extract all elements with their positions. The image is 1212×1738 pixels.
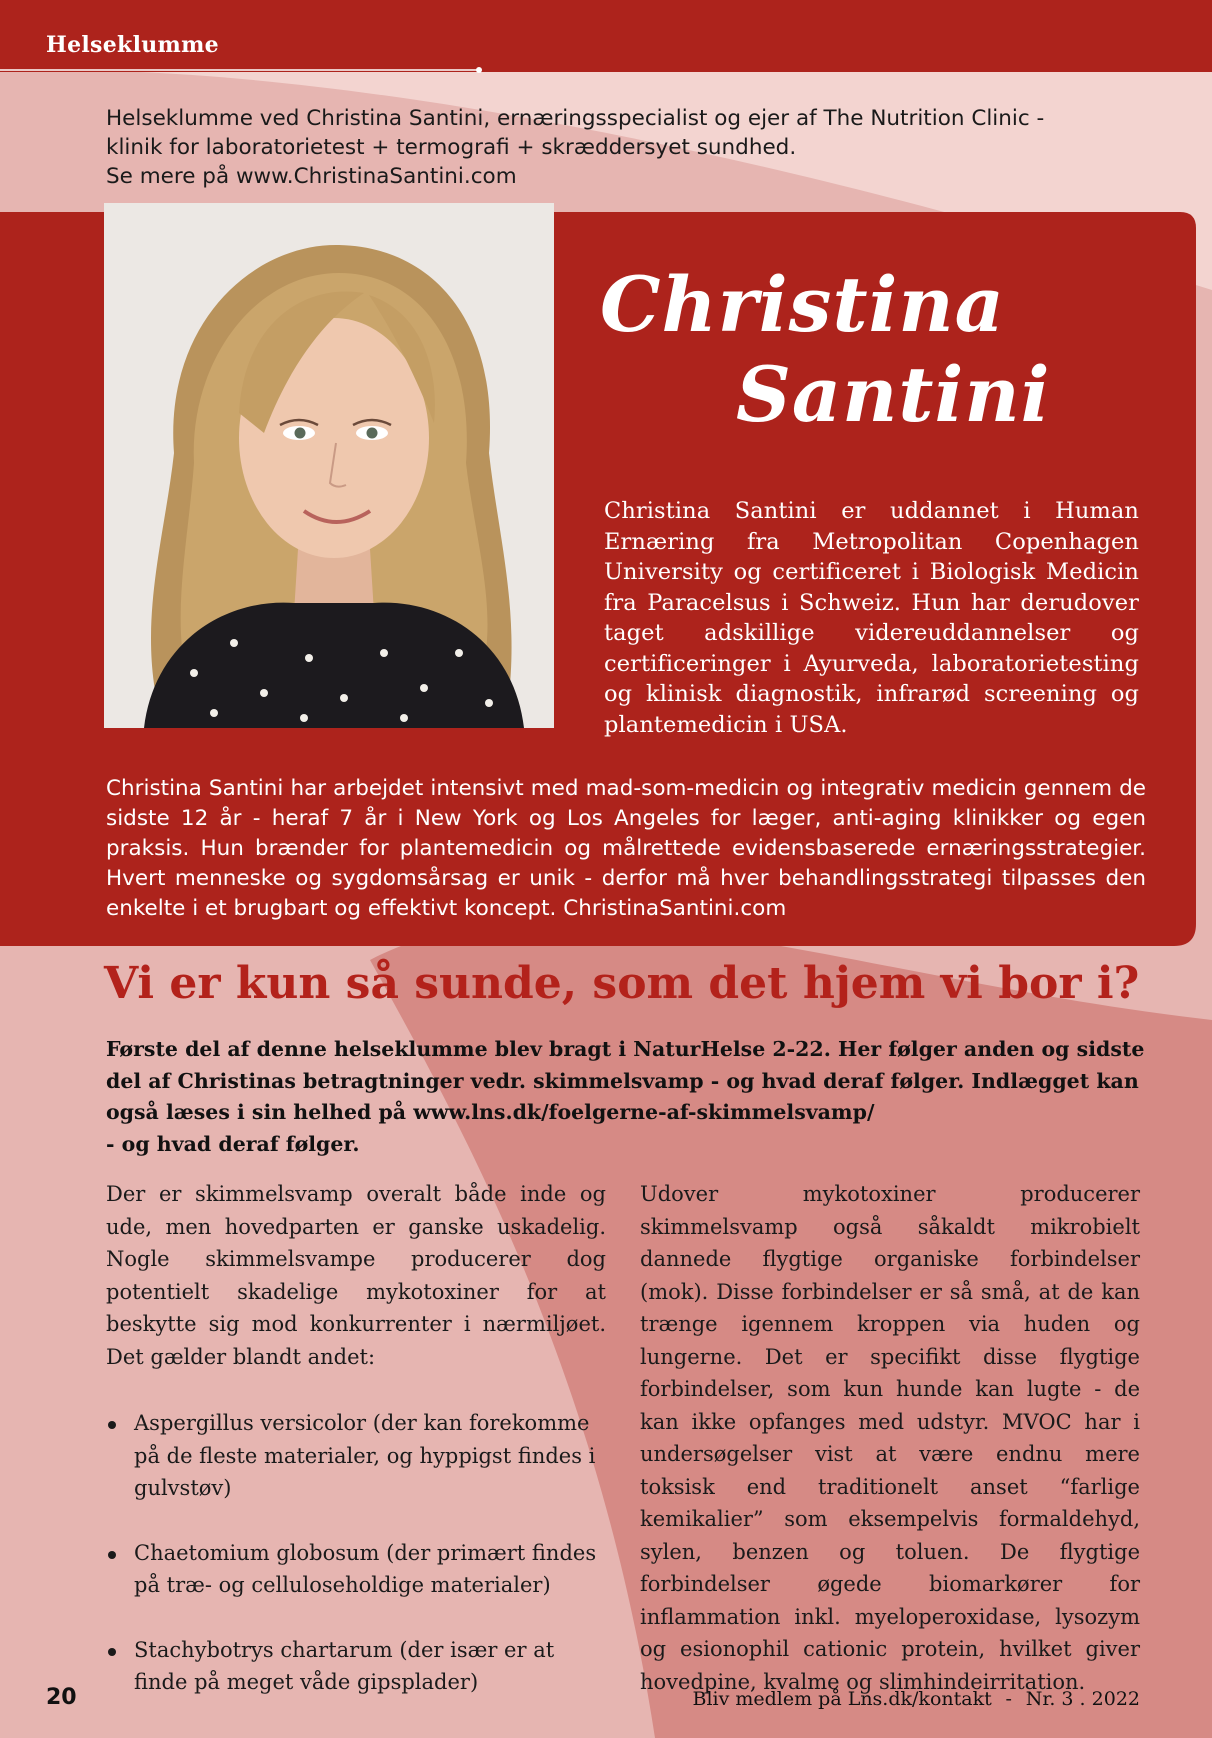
column-intro — [106, 104, 1106, 191]
body-paragraph: Der er skimmelsvamp overalt både inde og ude, men hovedparten er ganske uskadelig. Nogle skimmelsvampe producerer dog potentielt skadelige mykotoxiner for at beskytte sig mod konkurrenter i nærmiljøet. Det gælder blandt andet: — [106, 1182, 606, 1369]
page-number: 20 — [46, 1685, 77, 1710]
author-bio-education: Christina Santini er uddannet i Human Ernæring fra Metropolitan Copenhagen University og certificeret i Biologisk Medicin fra Paracelsus i Schweiz. Hun har derudover taget adskillige videreuddannelser og certificeringer i Ayurveda, laboratorietesting og klinisk diagnostik, infrarød screening og plantemedicin i USA. — [604, 498, 1139, 738]
intro-line: klinik for laboratorietest + termografi + skræddersyet sundhed. — [106, 135, 797, 160]
lead-line: også læses i sin helhed på www.lns.dk/foelgerne-af-skimmelsvamp/ — [106, 1100, 875, 1124]
membership-note: Bliv medlem på Lns.dk/kontakt — [692, 1688, 992, 1710]
author-bio-experience: Christina Santini har arbejdet intensivt med mad-som-medicin og integrativ medicin gennem de sidste 12 år - heraf 7 år i New York og Los Angeles for læger, anti-aging klinikker og egen praksis. Hun brænder for plantemedicin og målrettede evidensbaserede ernæringsstrategier. Hvert menneske og sygdomsårsag er unik - derfor må hver behandlingsstrategi tilpasses den enkelte i et brugbart og effektivt koncept. ChristinaSantini.com — [106, 776, 1146, 921]
page-footer — [692, 1688, 1140, 1710]
body-paragraph: Udover mykotoxiner producerer skimmelsvamp også såkaldt mikrobielt dannede flygtige organiske forbindelser (mok). Disse forbindelser er så små, at de kan trænge igennem kroppen via huden og lungerne. Det er specifikt disse flygtige forbindelser, som kun hunde kan lugte - de kan ikke opfanges med udstyr. MVOC har i undersøgelser vist at være endnu mere toksisk end traditionelt anset “farlige kemikalier” som eksempelvis formaldehyd, sylen, benzen og toluen. De flygtige forbindelser øgede biomarkører for inflammation inkl. myeloperoxidase, lysozym og esionophil cationic protein, hvilket giver hovedpine, kvalme og slimhindeirritation. — [640, 1182, 1140, 1694]
portrait-photo — [104, 203, 554, 728]
author-last-name: Santini — [736, 350, 1051, 439]
portrait-illustration — [104, 203, 554, 728]
mold-species-list — [106, 1407, 606, 1699]
intro-line: Se mere på www.ChristinaSantini.com — [106, 164, 517, 189]
lead-line: del af Christinas betragtninger vedr. skimmelsvamp - og hvad deraf følger. Indlægget kan — [106, 1068, 1139, 1093]
section-title: Helseklumme — [46, 32, 219, 58]
list-item: Aspergillus versicolor (der kan forekomme på de fleste materialer, og hyppigst findes i gulvstøv) — [106, 1407, 606, 1505]
lead-line: - og hvad deraf følger. — [106, 1131, 360, 1156]
footer-separator: - — [1005, 1688, 1012, 1710]
article-lead — [106, 1034, 1146, 1160]
author-first-name: Christina — [600, 260, 1005, 349]
lead-line: Første del af denne helseklumme blev bragt i NaturHelse 2-22. Her følger anden og sidste — [106, 1037, 1145, 1061]
list-item: Chaetomium globosum (der primært findes på træ- og celluloseholdige materialer) — [106, 1537, 606, 1602]
issue-number: Nr. 3 . 2022 — [1025, 1688, 1140, 1710]
article-headline: Vi er kun så sunde, som det hjem vi bor i? — [104, 958, 1140, 1009]
intro-line: Helseklumme ved Christina Santini, ernæringsspecialist og ejer af The Nutrition Clinic - — [106, 106, 1045, 131]
article-column-left — [106, 1178, 606, 1731]
article-column-right — [640, 1178, 1140, 1698]
list-item: Stachybotrys chartarum (der især er at finde på meget våde gipsplader) — [106, 1634, 606, 1699]
